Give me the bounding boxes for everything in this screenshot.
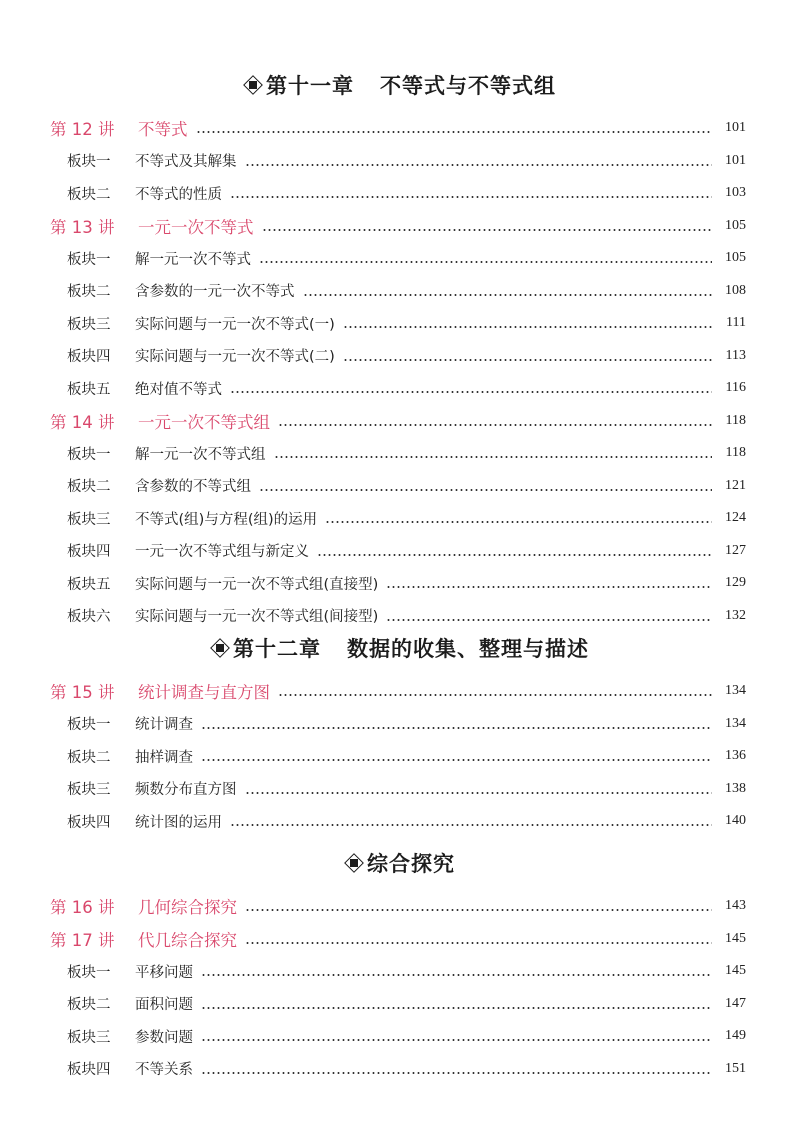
lecture-entry[interactable]: [50, 115, 746, 141]
block-entry[interactable]: [67, 570, 746, 596]
block-title: 不等式及其解集: [135, 154, 237, 170]
block-number: 板块二: [67, 749, 111, 766]
block-entry[interactable]: [67, 148, 746, 174]
block-entry[interactable]: [67, 375, 746, 401]
page-number: 103: [725, 185, 746, 200]
dot-leader: [230, 196, 712, 198]
page-number: 111: [726, 315, 746, 330]
block-entry[interactable]: [67, 1023, 746, 1049]
block-number: 板块四: [67, 544, 111, 560]
block-entry[interactable]: [67, 505, 746, 531]
block-entry[interactable]: [67, 245, 746, 271]
block-entry[interactable]: [67, 776, 746, 802]
dot-leader: [317, 554, 712, 556]
block-title: 实际问题与一元一次不等式组(直接型): [135, 576, 379, 593]
chapter-heading: [0, 70, 800, 100]
block-number: 板块三: [67, 1029, 111, 1046]
block-title: 统计图的运用: [135, 814, 222, 831]
dot-leader: [278, 694, 712, 696]
page-number: 145: [725, 930, 746, 946]
page-number: 101: [725, 120, 746, 135]
block-number: 板块一: [67, 446, 111, 463]
lecture-title: 一元一次不等式: [138, 217, 254, 237]
block-number: 板块一: [67, 964, 111, 981]
dot-leader: [245, 164, 713, 166]
lecture-number: 第 12 讲: [50, 120, 115, 139]
dot-leader: [274, 456, 713, 458]
page-number: 136: [725, 748, 746, 763]
block-number: 板块四: [67, 814, 111, 831]
page-number: 132: [725, 607, 746, 623]
page-number: 143: [725, 898, 746, 913]
block-number: 板块一: [67, 717, 111, 733]
dot-leader: [325, 521, 712, 523]
block-number: 板块四: [67, 349, 111, 365]
dot-leader: [386, 619, 712, 621]
dot-leader: [343, 326, 712, 328]
block-entry[interactable]: [67, 343, 746, 369]
block-title: 含参数的一元一次不等式: [135, 284, 295, 300]
dot-leader: [245, 792, 713, 794]
page-number: 118: [725, 412, 746, 428]
lecture-entry[interactable]: [50, 678, 746, 704]
block-entry[interactable]: [67, 278, 746, 304]
block-number: 板块六: [67, 609, 111, 625]
lecture-title: 几何综合探究: [138, 898, 237, 917]
lecture-entry[interactable]: [50, 213, 746, 239]
block-entry[interactable]: [67, 180, 746, 206]
block-number: 板块一: [67, 251, 111, 268]
block-entry[interactable]: [67, 743, 746, 769]
dot-leader: [278, 424, 712, 426]
block-number: 板块二: [67, 186, 111, 203]
block-number: 板块五: [67, 576, 111, 593]
dot-leader: [343, 359, 712, 361]
lecture-entry[interactable]: [50, 893, 746, 919]
dot-leader: [262, 229, 713, 231]
page-number: 147: [725, 995, 746, 1011]
block-entry[interactable]: [67, 440, 746, 466]
chapter-title: 不等式与不等式组: [380, 74, 556, 98]
dot-leader: [201, 1072, 712, 1074]
dot-leader: [201, 727, 712, 729]
chapter-number: 第十一章: [266, 74, 354, 98]
dot-leader: [245, 909, 712, 911]
page-number: 140: [725, 813, 746, 828]
page-number: 113: [725, 347, 746, 363]
block-number: 板块二: [67, 997, 111, 1013]
lecture-entry[interactable]: [50, 408, 746, 434]
lecture-number: 第 14 讲: [50, 412, 115, 432]
dot-leader: [201, 1007, 712, 1009]
page-number: 108: [725, 282, 746, 298]
block-title: 参数问题: [135, 1029, 193, 1046]
page-number: 129: [725, 575, 746, 590]
dot-leader: [201, 974, 712, 976]
dot-leader: [201, 1039, 712, 1041]
block-entry[interactable]: [67, 711, 746, 737]
page-number: 149: [725, 1028, 746, 1043]
block-number: 板块一: [67, 154, 111, 170]
block-entry[interactable]: [67, 958, 746, 984]
block-title: 不等关系: [135, 1062, 193, 1078]
lecture-number: 第 17 讲: [50, 930, 115, 950]
dot-leader: [230, 824, 712, 826]
dot-leader: [245, 942, 712, 944]
page-number: 105: [725, 217, 746, 233]
chapter-number: 第十二章: [233, 637, 321, 661]
page-number: 151: [725, 1060, 746, 1076]
block-title: 绝对值不等式: [135, 381, 222, 398]
chapter-heading: [0, 633, 800, 663]
block-entry[interactable]: [67, 310, 746, 336]
page-number: 124: [725, 510, 746, 525]
block-number: 板块四: [67, 1062, 111, 1078]
block-entry[interactable]: [67, 603, 746, 629]
block-title: 一元一次不等式组与新定义: [135, 544, 309, 560]
block-title: 解一元一次不等式组: [135, 446, 266, 463]
chapter-title: 综合探究: [367, 852, 455, 876]
block-number: 板块三: [67, 782, 111, 798]
block-title: 实际问题与一元一次不等式(一): [135, 316, 335, 333]
page-number: 101: [725, 152, 746, 168]
block-title: 频数分布直方图: [135, 782, 237, 798]
lecture-title: 不等式: [138, 120, 188, 139]
block-title: 解一元一次不等式: [135, 251, 251, 268]
dot-leader: [196, 131, 713, 133]
lecture-title: 一元一次不等式组: [138, 412, 270, 432]
lecture-number: 第 15 讲: [50, 683, 115, 702]
block-title: 平移问题: [135, 964, 193, 981]
lecture-number: 第 16 讲: [50, 898, 115, 917]
lecture-entry[interactable]: [50, 926, 746, 952]
dot-leader: [259, 261, 712, 263]
block-entry[interactable]: [67, 538, 746, 564]
diamond-bullet-icon: [244, 76, 262, 94]
chapter-heading: [0, 848, 800, 878]
block-title: 抽样调查: [135, 749, 193, 766]
block-number: 板块二: [67, 284, 111, 300]
block-title: 实际问题与一元一次不等式组(间接型): [135, 609, 379, 625]
page-number: 134: [725, 683, 746, 698]
lecture-number: 第 13 讲: [50, 217, 115, 237]
dot-leader: [303, 294, 713, 296]
block-title: 实际问题与一元一次不等式(二): [135, 349, 335, 365]
block-entry[interactable]: [67, 473, 746, 499]
page-number: 134: [725, 715, 746, 731]
block-title: 含参数的不等式组: [135, 479, 251, 495]
block-title: 面积问题: [135, 997, 193, 1013]
block-number: 板块三: [67, 316, 111, 333]
block-entry[interactable]: [67, 991, 746, 1017]
dot-leader: [386, 586, 712, 588]
page-number: 138: [725, 780, 746, 796]
block-title: 不等式(组)与方程(组)的运用: [135, 511, 318, 528]
block-number: 板块五: [67, 381, 111, 398]
diamond-bullet-icon: [211, 639, 229, 657]
chapter-title: 数据的收集、整理与描述: [347, 637, 589, 661]
dot-leader: [201, 759, 712, 761]
block-title: 统计调查: [135, 717, 193, 733]
dot-leader: [230, 391, 712, 393]
dot-leader: [259, 489, 712, 491]
diamond-bullet-icon: [345, 854, 363, 872]
block-number: 板块二: [67, 479, 111, 495]
lecture-title: 统计调查与直方图: [138, 683, 270, 702]
page-number: 116: [725, 380, 746, 395]
page-number: 121: [725, 477, 746, 493]
page-number: 118: [725, 445, 746, 460]
page-number: 105: [725, 250, 746, 265]
block-number: 板块三: [67, 511, 111, 528]
block-entry[interactable]: [67, 808, 746, 834]
block-entry[interactable]: [67, 1056, 746, 1082]
block-title: 不等式的性质: [135, 186, 222, 203]
page-number: 127: [725, 542, 746, 558]
page-number: 145: [725, 963, 746, 978]
lecture-title: 代几综合探究: [138, 930, 237, 950]
